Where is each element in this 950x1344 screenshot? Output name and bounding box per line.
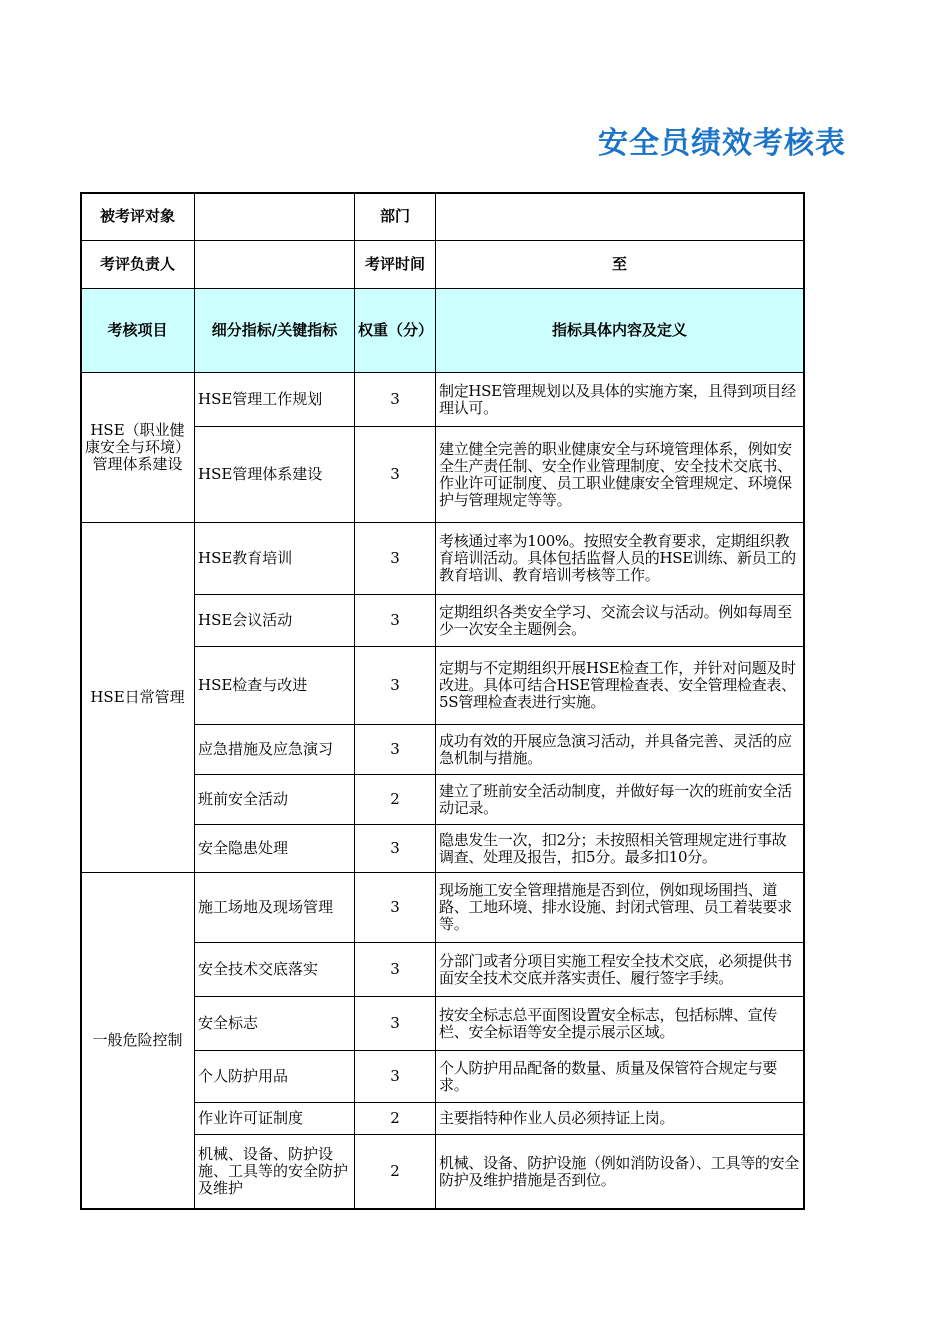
definition-cell: 主要指特种作业人员必须持证上岗。: [436, 1103, 804, 1135]
weight-cell: 2: [355, 775, 436, 825]
weight-cell: 3: [355, 523, 436, 595]
weight-cell: 3: [355, 825, 436, 873]
definition-cell: 定期组织各类安全学习、交流会议与活动。例如每周至少一次安全主题例会。: [436, 595, 804, 647]
target-value-cell[interactable]: [195, 193, 355, 241]
indicator-cell: 应急措施及应急演习: [195, 725, 355, 775]
definition-cell: 制定HSE管理规划以及具体的实施方案，且得到项目经理认可。: [436, 373, 804, 427]
category-cell: 一般危险控制: [81, 873, 195, 1209]
indicator-cell: HSE教育培训: [195, 523, 355, 595]
header-weight: 权重（分）: [355, 289, 436, 373]
header-definition: 指标具体内容及定义: [436, 289, 804, 373]
evaluation-sheet: [80, 192, 803, 1208]
indicator-cell: HSE会议活动: [195, 595, 355, 647]
evaluation-table: [80, 192, 804, 1209]
indicator-cell: HSE管理工作规划: [195, 373, 355, 427]
page-title: [0, 118, 950, 158]
weight-cell: 2: [355, 1103, 436, 1135]
definition-cell: 考核通过率为100%。按照安全教育要求，定期组织教育培训活动。具体包括监督人员的HSE训练、新员工的教育培训、教育培训考核等工作。: [436, 523, 804, 595]
definition-cell: 成功有效的开展应急演习活动，并具备完善、灵活的应急机制与措施。: [436, 725, 804, 775]
indicator-cell: 作业许可证制度: [195, 1103, 355, 1135]
table-header: [81, 289, 804, 373]
target-label: 被考评对象: [81, 193, 195, 241]
definition-cell: 建立了班前安全活动制度，并做好每一次的班前安全活动记录。: [436, 775, 804, 825]
definition-cell: 现场施工安全管理措施是否到位，例如现场围挡、道路、工地环境、排水设施、封闭式管理、员工着装要求等。: [436, 873, 804, 943]
category-cell: HSE日常管理: [81, 523, 195, 873]
definition-cell: 个人防护用品配备的数量、质量及保管符合规定与要求。: [436, 1051, 804, 1103]
owner-value-cell[interactable]: [195, 241, 355, 289]
header-item: 考核项目: [81, 289, 195, 373]
definition-cell: 分部门或者分项目实施工程安全技术交底，必须提供书面安全技术交底并落实责任、履行签字手续。: [436, 943, 804, 997]
weight-cell: 3: [355, 943, 436, 997]
dept-value-cell[interactable]: [436, 193, 804, 241]
indicator-cell: HSE检查与改进: [195, 647, 355, 725]
header-indicator: 细分指标/关键指标: [195, 289, 355, 373]
owner-label: 考评负责人: [81, 241, 195, 289]
definition-cell: 建立健全完善的职业健康安全与环境管理体系，例如安全生产责任制、安全作业管理制度、安全技术交底书、作业许可证制度、员工职业健康安全管理规定、环境保护与管理规定等等。: [436, 427, 804, 523]
dept-label: 部门: [355, 193, 436, 241]
weight-cell: 2: [355, 1135, 436, 1209]
table-row: [81, 373, 804, 427]
definition-cell: 隐患发生一次，扣2分；未按照相关管理规定进行事故调查、处理及报告，扣5分。最多扣10分。: [436, 825, 804, 873]
page-title-text: 安全员绩效考核表: [598, 126, 846, 158]
definition-cell: 按安全标志总平面图设置安全标志，包括标牌、宣传栏、安全标语等安全提示展示区域。: [436, 997, 804, 1051]
definition-cell: 机械、设备、防护设施（例如消防设备）、工具等的安全防护及维护措施是否到位。: [436, 1135, 804, 1209]
indicator-cell: 安全技术交底落实: [195, 943, 355, 997]
table-row: [81, 873, 804, 943]
weight-cell: 3: [355, 997, 436, 1051]
indicator-cell: 机械、设备、防护设施、工具等的安全防护及维护: [195, 1135, 355, 1209]
weight-cell: 3: [355, 873, 436, 943]
time-label: 考评时间: [355, 241, 436, 289]
info-row-target: [81, 193, 804, 241]
indicator-cell: 施工场地及现场管理: [195, 873, 355, 943]
indicator-cell: 安全标志: [195, 997, 355, 1051]
weight-cell: 3: [355, 725, 436, 775]
indicator-cell: HSE管理体系建设: [195, 427, 355, 523]
indicator-cell: 个人防护用品: [195, 1051, 355, 1103]
weight-cell: 3: [355, 427, 436, 523]
info-row-owner: [81, 241, 804, 289]
weight-cell: 3: [355, 647, 436, 725]
table-row: [81, 523, 804, 595]
indicator-cell: 班前安全活动: [195, 775, 355, 825]
indicator-cell: 安全隐患处理: [195, 825, 355, 873]
weight-cell: 3: [355, 1051, 436, 1103]
weight-cell: 3: [355, 373, 436, 427]
category-cell: HSE（职业健康安全与环境）管理体系建设: [81, 373, 195, 523]
weight-cell: 3: [355, 595, 436, 647]
definition-cell: 定期与不定期组织开展HSE检查工作，并针对问题及时改进。具体可结合HSE管理检查表、安全管理检查表、5S管理检查表进行实施。: [436, 647, 804, 725]
time-value-cell[interactable]: 至: [436, 241, 804, 289]
